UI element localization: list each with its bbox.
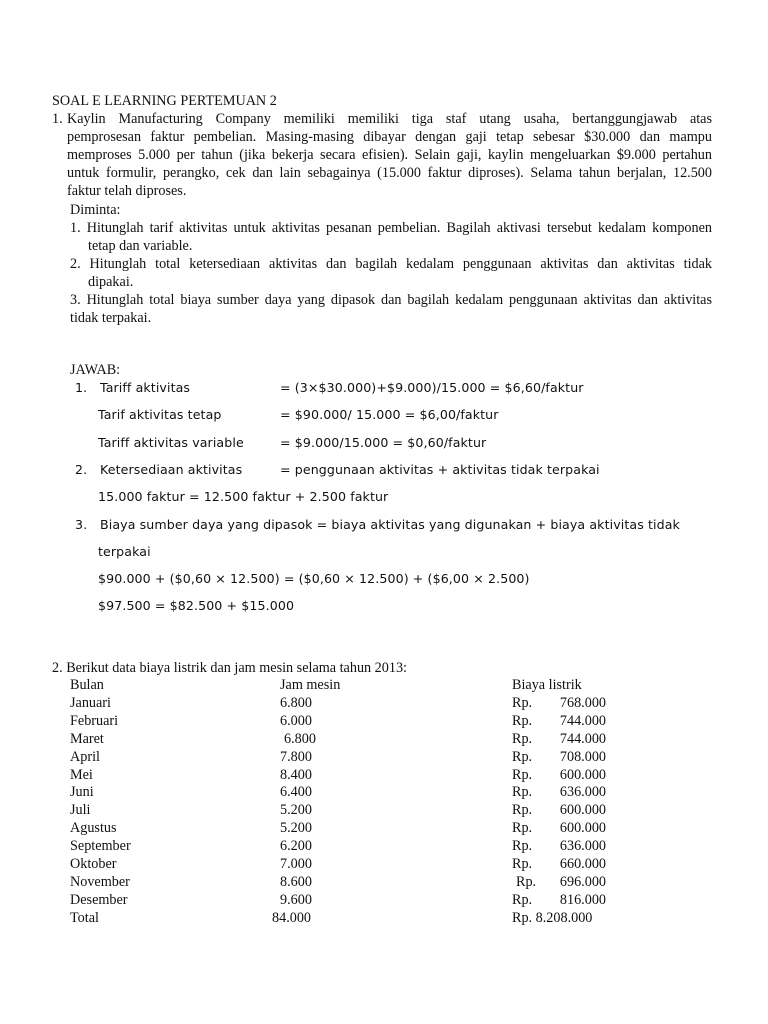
amount: 708.000 (559, 748, 606, 765)
amount: 600.000 (559, 820, 606, 837)
cell-jam: 7.000 (280, 856, 312, 873)
cell-jam: 5.200 (280, 820, 312, 837)
paragraph-line: untuk formulir, perangko, cek dan lain sebagainya (15.000 faktur diproses). Selama tahun berjalan, 12.500 (67, 165, 712, 181)
task-line: tetap dan variable. (88, 238, 193, 254)
table-row (70, 784, 632, 802)
answer-value: = (3×$30.000)+$9.000)/15.000 = $6,60/faktur (280, 380, 584, 395)
task-line: 2. Hitunglah total ketersediaan aktivitas dan bagilah kedalam penggunaan aktivitas dan aktivitas tidak (70, 256, 712, 272)
cell-biaya (512, 892, 632, 910)
cell-bulan: Juli (70, 802, 91, 819)
currency-prefix: Rp. (512, 748, 533, 765)
amount: 600.000 (559, 802, 606, 819)
answer-label: Tarif aktivitas tetap (98, 407, 222, 422)
cell-biaya (512, 802, 632, 820)
column-header-jam-mesin: Jam mesin (280, 677, 341, 693)
cell-bulan: Oktober (70, 856, 117, 873)
amount: 600.000 (559, 766, 606, 783)
cell-bulan: April (70, 748, 100, 765)
cell-bulan: Mei (70, 766, 93, 783)
table-row (70, 713, 632, 731)
amount: 744.000 (559, 730, 606, 747)
cell-biaya (512, 820, 632, 838)
table-row (70, 820, 632, 838)
currency-prefix: Rp. (512, 820, 533, 837)
answer-label: Tariff aktivitas variable (98, 435, 244, 450)
question-2-title: 2. Berikut data biaya listrik dan jam mesin selama tahun 2013: (52, 660, 407, 676)
cell-biaya (512, 784, 632, 802)
cell-bulan: November (70, 873, 130, 890)
amount: 744.000 (559, 712, 606, 729)
paragraph-line: faktur telah diproses. (67, 183, 187, 199)
cell-biaya (512, 767, 632, 785)
cell-jam: 6.200 (280, 838, 312, 855)
table-row (70, 749, 632, 767)
cell-biaya (512, 838, 632, 856)
answer-equation: $90.000 + ($0,60 × 12.500) = ($0,60 × 12.500) + ($6,00 × 2.500) (98, 571, 530, 586)
cell-bulan: Desember (70, 891, 128, 908)
answer-label: Ketersediaan aktivitas (100, 462, 243, 477)
cell-jam: 6.800 (280, 694, 312, 711)
table-row (70, 856, 632, 874)
cell-biaya (512, 874, 632, 892)
table-row (70, 731, 632, 749)
currency-prefix: Rp. (512, 891, 533, 908)
currency-prefix: Rp. (512, 712, 533, 729)
column-header-biaya-listrik: Biaya listrik (512, 677, 582, 693)
task-item (70, 219, 712, 255)
currency-prefix: Rp. (516, 873, 537, 890)
currency-prefix: Rp. (512, 856, 533, 873)
cell-bulan: Juni (70, 784, 94, 801)
answer-value: = $9.000/15.000 = $0,60/faktur (280, 435, 487, 450)
page-title: SOAL E LEARNING PERTEMUAN 2 (52, 93, 277, 109)
table-total-row (70, 910, 632, 928)
answer-title: JAWAB: (70, 362, 121, 378)
cell-jam: 6.000 (280, 712, 312, 729)
cell-biaya (512, 749, 632, 767)
cell-bulan: Maret (70, 730, 104, 747)
task-line: dipakai. (88, 274, 134, 290)
amount: 660.000 (559, 856, 606, 873)
answer-line: 15.000 faktur = 12.500 faktur + 2.500 faktur (98, 489, 389, 504)
amount: 636.000 (559, 784, 606, 801)
cell-bulan: Januari (70, 694, 111, 711)
question-1-paragraph (67, 110, 712, 200)
question-1-number: 1. (52, 111, 63, 127)
cell-biaya (512, 713, 632, 731)
currency-prefix: Rp. (512, 838, 533, 855)
cell-jam: 6.800 (284, 730, 316, 747)
cell-biaya (512, 695, 632, 713)
cell-jam: 9.600 (280, 891, 312, 908)
answer-value: = penggunaan aktivitas + aktivitas tidak terpakai (280, 462, 600, 477)
task-line: tidak terpakai. (70, 310, 152, 326)
cell-bulan: Agustus (70, 820, 117, 837)
cell-jam: 8.400 (280, 766, 312, 783)
table-header-row (70, 677, 632, 695)
task-item (70, 255, 712, 291)
answer-2-number: 2. (75, 462, 88, 477)
cell-jam: 6.400 (280, 784, 312, 801)
table-row (70, 838, 632, 856)
amount: 768.000 (559, 694, 606, 711)
currency-prefix: Rp. (512, 802, 533, 819)
answer-value: = $90.000/ 15.000 = $6,00/faktur (280, 407, 499, 422)
table-row (70, 767, 632, 785)
task-line: 3. Hitunglah total biaya sumber daya yang dipasok dan bagilah kedalam penggunaan aktivitas dan aktivitas (70, 292, 712, 308)
paragraph-line: memproses 5.000 per tahun (jika bekerja secara efisien). Selain gaji, kaylin mengeluarkan $9.000 pertahun (67, 147, 712, 163)
total-label: Total (70, 909, 99, 926)
paragraph-line: Kaylin Manufacturing Company memiliki memiliki tiga staf utang usaha, bertanggungjawab atas (67, 111, 712, 127)
currency-prefix: Rp. (512, 766, 533, 783)
cost-table (70, 677, 632, 928)
answer-line: Biaya sumber daya yang dipasok = biaya aktivitas yang digunakan + biaya aktivitas tidak (100, 517, 680, 532)
answer-line: terpakai (98, 544, 151, 559)
answer-equation: $97.500 = $82.500 + $15.000 (98, 598, 295, 613)
diminta-label: Diminta: (70, 202, 121, 218)
task-item (70, 291, 712, 327)
table-row (70, 892, 632, 910)
answer-3-number: 3. (75, 517, 88, 532)
cell-bulan: Februari (70, 712, 119, 729)
amount: 696.000 (559, 873, 606, 890)
table-row (70, 874, 632, 892)
cell-jam: 5.200 (280, 802, 312, 819)
total-biaya: Rp. 8.208.000 (512, 909, 593, 926)
amount: 816.000 (559, 891, 606, 908)
currency-prefix: Rp. (512, 694, 533, 711)
amount: 636.000 (559, 838, 606, 855)
cell-biaya (512, 731, 632, 749)
cell-jam: 7.800 (280, 748, 312, 765)
answer-1-number: 1. (75, 380, 88, 395)
answer-label: Tariff aktivitas (100, 380, 191, 395)
task-line: 1. Hitunglah tarif aktivitas untuk aktivitas pesanan pembelian. Bagilah aktivasi tersebut kedalam komponen (70, 220, 712, 236)
table-row (70, 695, 632, 713)
currency-prefix: Rp. (512, 784, 533, 801)
total-jam: 84.000 (272, 909, 312, 926)
cell-biaya (512, 856, 632, 874)
cell-bulan: September (70, 838, 131, 855)
table-row (70, 802, 632, 820)
column-header-bulan: Bulan (70, 677, 104, 693)
paragraph-line: pemprosesan faktur pembelian. Masing-masing dibayar dengan gaji tetap sebesar $30.000 dan mampu (67, 129, 712, 145)
cell-jam: 8.600 (280, 873, 312, 890)
currency-prefix: Rp. (512, 730, 533, 747)
